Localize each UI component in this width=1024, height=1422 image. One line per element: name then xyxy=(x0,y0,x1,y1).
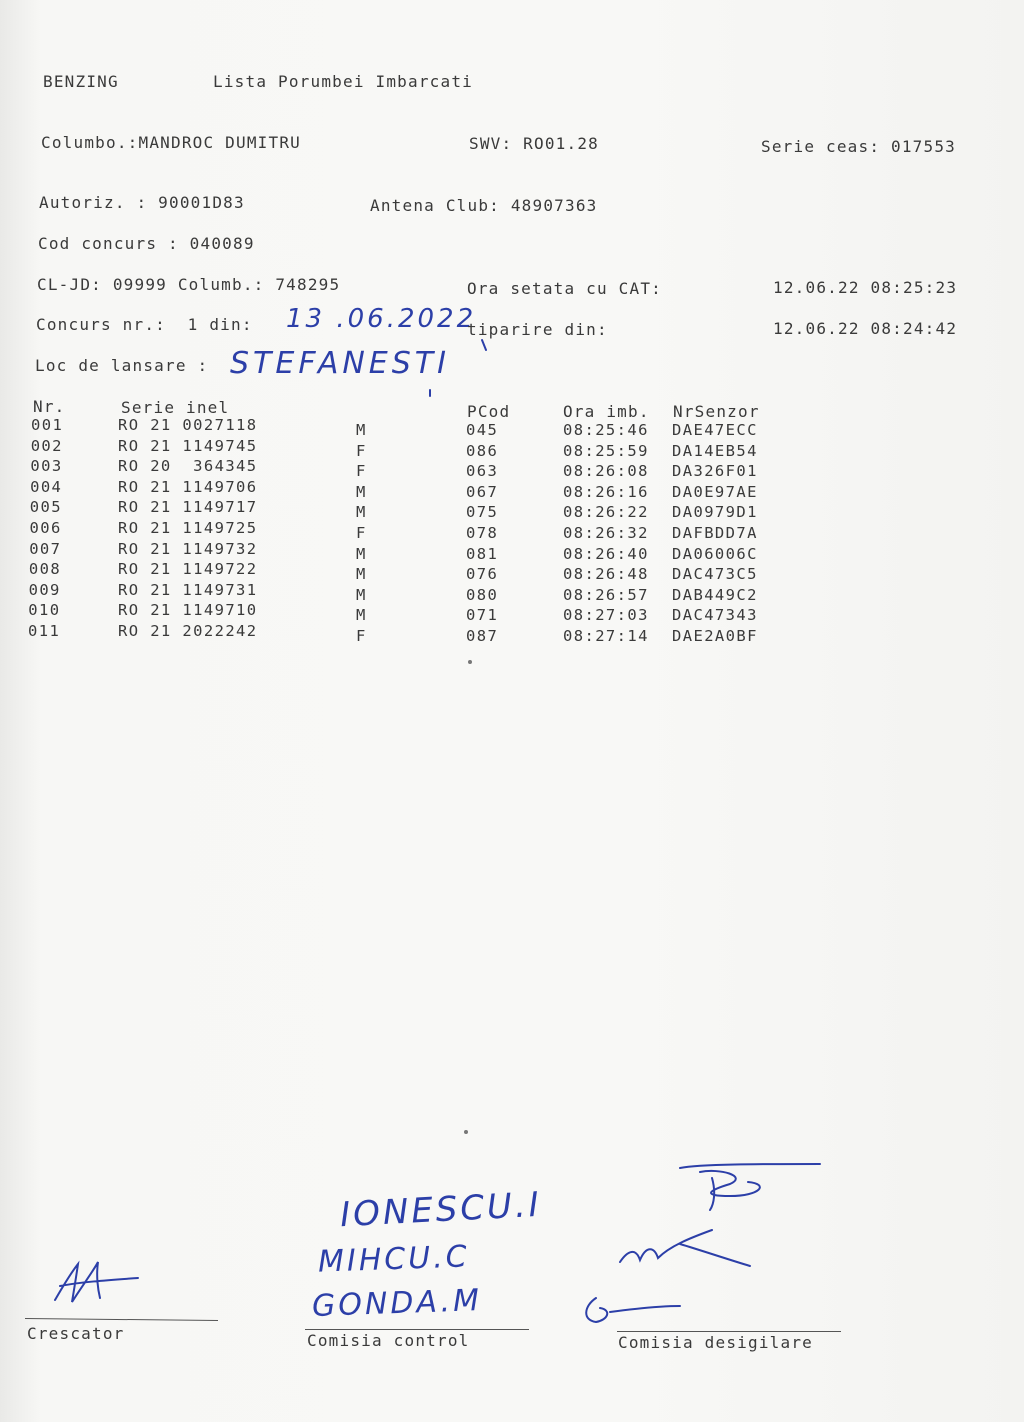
cell-senzor: DA326F01 xyxy=(672,462,758,481)
cell-ora: 08:27:03 xyxy=(563,606,649,625)
cell-nr: 002 xyxy=(30,436,63,455)
cell-senzor: DA0979D1 xyxy=(672,503,758,522)
cell-sex: M xyxy=(356,606,367,625)
handwritten-name: MIHCU.C xyxy=(317,1239,471,1280)
cell-sex: F xyxy=(356,524,367,542)
cell-pcod: 078 xyxy=(466,524,499,542)
cl-jd-field: CL-JD: 09999 Columb.: 748295 xyxy=(37,275,341,294)
cell-serie: RO 21 0027118 xyxy=(118,416,258,434)
loc-lansare-handwritten: STEFANESTI xyxy=(230,346,450,381)
cell-serie: RO 21 1149722 xyxy=(118,560,258,579)
label-comisia-desigilare: Comisia desigilare xyxy=(618,1333,813,1352)
cell-ora: 08:26:08 xyxy=(563,462,649,481)
autoriz-field: Autoriz. : 90001D83 xyxy=(39,193,245,212)
cell-serie: RO 21 1149710 xyxy=(118,601,258,620)
page-title: Lista Porumbei Imbarcati xyxy=(213,72,473,91)
brand: BENZING xyxy=(43,72,119,91)
cell-pcod: 071 xyxy=(466,606,499,625)
ora-setata-label: Ora setata cu CAT: xyxy=(467,279,662,298)
cell-serie: RO 21 1149745 xyxy=(118,436,258,455)
cell-sex: F xyxy=(356,462,367,481)
col-ora-imb: Ora imb. xyxy=(563,402,650,421)
cell-nr: 005 xyxy=(29,498,62,517)
col-serie-inel: Serie inel xyxy=(121,398,230,417)
cell-pcod: 080 xyxy=(466,585,499,604)
ora-setata-value: 12.06.22 08:25:23 xyxy=(773,278,958,297)
handwritten-name: IONESCU.I xyxy=(339,1184,543,1236)
cell-ora: 08:26:16 xyxy=(563,482,649,501)
col-nrsenzor: NrSenzor xyxy=(673,402,760,421)
cell-senzor: DAB449C2 xyxy=(672,585,758,604)
label-crescator: Crescator xyxy=(27,1324,125,1343)
loc-lansare-label: Loc de lansare : xyxy=(35,356,209,375)
cell-pcod: 045 xyxy=(466,421,499,439)
swv-field: SWV: RO01.28 xyxy=(469,134,599,153)
cell-nr: 011 xyxy=(28,622,61,640)
cell-nr: 008 xyxy=(28,560,62,579)
cell-ora: 08:25:46 xyxy=(563,421,649,439)
cell-pcod: 075 xyxy=(466,503,499,522)
cell-ora: 08:26:40 xyxy=(563,544,649,563)
cell-senzor: DA06006C xyxy=(672,544,758,563)
cell-pcod: 087 xyxy=(466,627,499,645)
cell-sex: M xyxy=(356,585,367,604)
cell-pcod: 076 xyxy=(466,565,499,584)
cell-nr: 003 xyxy=(30,457,63,476)
signature-line-control xyxy=(305,1329,529,1330)
cell-senzor: DAE2A0BF xyxy=(672,627,758,645)
cell-serie: RO 20 364345 xyxy=(118,457,258,476)
cell-sex: M xyxy=(356,503,367,522)
antena-club-field: Antena Club: 48907363 xyxy=(370,196,598,215)
cell-pcod: 067 xyxy=(466,482,499,501)
cell-sex: M xyxy=(356,565,367,584)
cell-ora: 08:25:59 xyxy=(563,441,649,460)
cell-nr: 010 xyxy=(28,601,61,620)
cell-sex: M xyxy=(356,421,367,439)
cell-ora: 08:26:32 xyxy=(563,524,649,542)
serie-ceas-field: Serie ceas: 017553 xyxy=(761,137,956,156)
signature-control-1 xyxy=(680,1164,820,1210)
cell-sex: M xyxy=(356,544,367,563)
cell-serie: RO 21 1149706 xyxy=(118,477,258,496)
cell-serie: RO 21 1149732 xyxy=(118,539,258,558)
cod-concurs-field: Cod concurs : 040089 xyxy=(38,234,255,253)
concurs-date-handwritten: 13 .06.2022 xyxy=(286,304,477,334)
cell-sex: M xyxy=(356,482,367,501)
cell-senzor: DAFBDD7A xyxy=(672,524,758,542)
cell-serie: RO 21 1149717 xyxy=(118,498,258,517)
tiparire-value: 12.06.22 08:24:42 xyxy=(773,319,958,338)
cell-pcod: 081 xyxy=(466,544,499,563)
cell-pcod: 086 xyxy=(466,441,499,460)
cell-nr: 007 xyxy=(29,539,62,558)
cell-senzor: DA14EB54 xyxy=(672,441,758,460)
signature-crescator xyxy=(55,1262,138,1302)
col-pcod: PCod xyxy=(467,402,511,421)
cell-sex: F xyxy=(356,627,367,645)
cell-nr: 009 xyxy=(28,580,61,599)
concurs-label: Concurs nr.: 1 din: xyxy=(36,315,253,334)
cell-serie: RO 21 1149731 xyxy=(118,580,258,599)
tiparire-label: tiparire din: xyxy=(467,320,608,339)
columbo-field: Columbo.:MANDROC DUMITRU xyxy=(41,133,301,152)
cell-senzor: DA0E97AE xyxy=(672,482,758,501)
signature-line-desigilare xyxy=(617,1331,841,1332)
signature-control-3 xyxy=(586,1298,680,1322)
cell-ora: 08:26:22 xyxy=(563,503,649,522)
cell-nr: 006 xyxy=(29,519,62,537)
ink-mark xyxy=(430,340,486,396)
cell-senzor: DAC47343 xyxy=(672,606,758,625)
cell-ora: 08:27:14 xyxy=(563,627,649,645)
col-nr: Nr. xyxy=(33,397,66,416)
cell-senzor: DAE47ECC xyxy=(672,421,758,439)
cell-serie: RO 21 1149725 xyxy=(118,519,258,537)
cell-pcod: 063 xyxy=(466,462,499,481)
cell-sex: F xyxy=(356,441,367,460)
label-comisia-control: Comisia control xyxy=(307,1331,470,1350)
signature-control-2 xyxy=(620,1230,750,1266)
cell-serie: RO 21 2022242 xyxy=(118,622,258,640)
cell-nr: 001 xyxy=(31,416,64,434)
cell-nr: 004 xyxy=(30,477,63,496)
handwritten-name: GONDA.M xyxy=(311,1283,483,1324)
cell-ora: 08:26:48 xyxy=(563,565,649,584)
cell-senzor: DAC473C5 xyxy=(672,565,758,584)
cell-ora: 08:26:57 xyxy=(563,585,649,604)
